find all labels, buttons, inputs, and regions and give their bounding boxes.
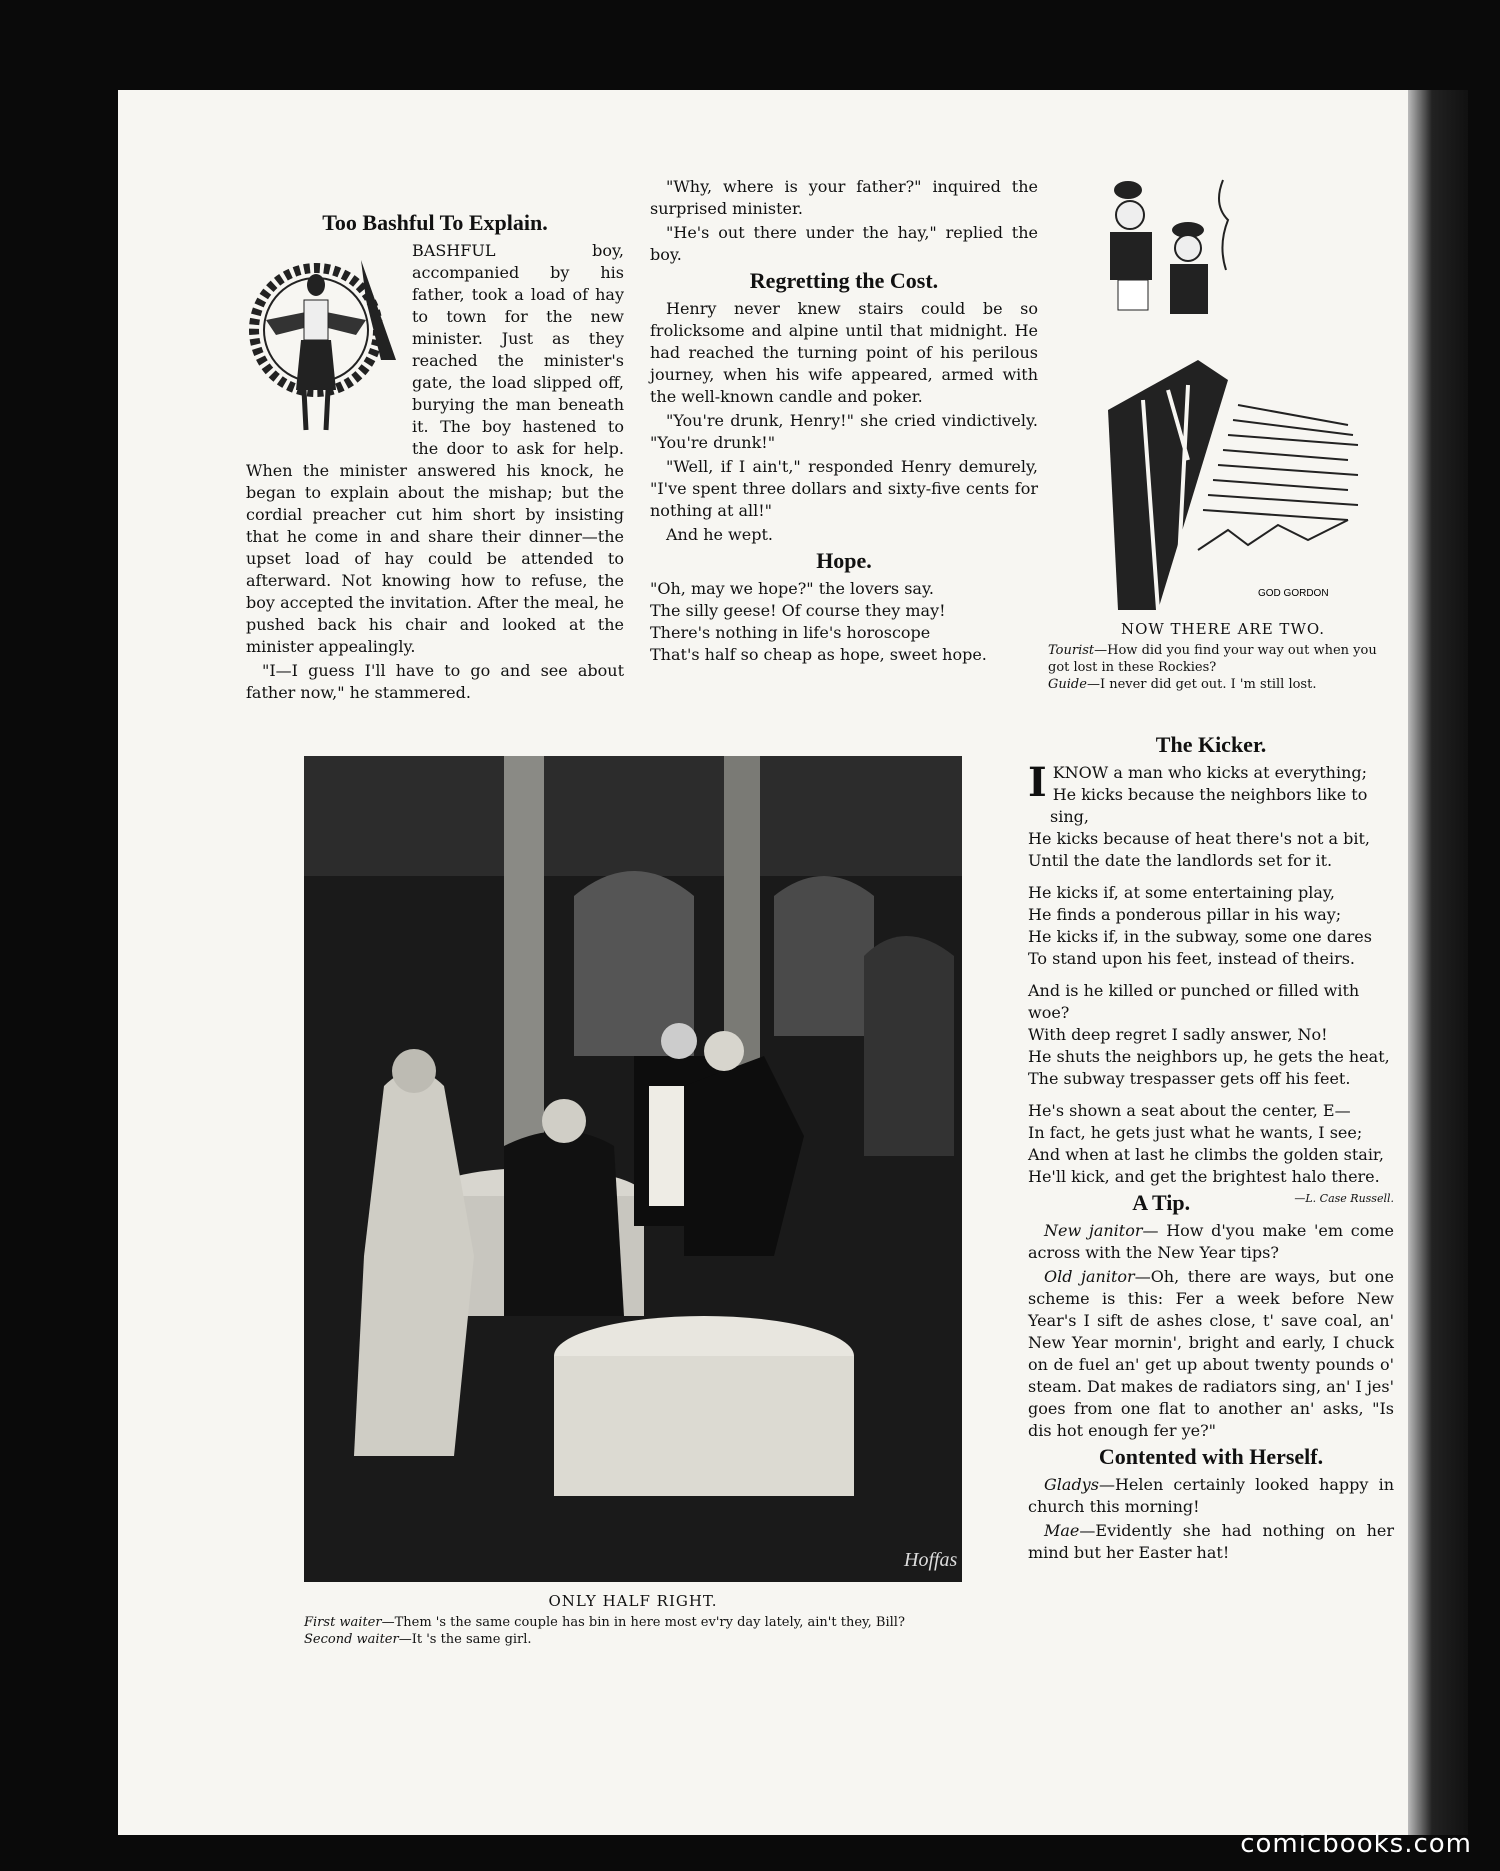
site-watermark: comicbooks.com (1240, 1829, 1472, 1859)
poem-line: He kicks if, in the subway, some one dares (1028, 927, 1372, 946)
column-left (246, 208, 624, 706)
poem-line: He kicks because of heat there's not a bit, (1028, 829, 1370, 848)
speaker-label: Old janitor (1044, 1267, 1135, 1286)
dialog-line: —I never did get out. I 'm still lost. (1086, 677, 1317, 692)
poem-line: He's shown a seat about the center, E— (1028, 1101, 1351, 1120)
poem-line: To stand upon his feet, instead of theirs. (1028, 949, 1356, 968)
stanza-gap (1028, 970, 1394, 980)
poem-line: The silly geese! Of course they may! (650, 601, 946, 620)
speaker-label: Second waiter (304, 1632, 399, 1647)
poem-title: The Kicker. (1155, 732, 1267, 757)
poem-line: The subway trespasser gets off his feet. (1028, 1069, 1351, 1088)
cartoon-panel (1048, 160, 1398, 693)
poem-author: —L. Case Russell. (1294, 1192, 1394, 1205)
stanza-gap (1028, 872, 1394, 882)
article-title: Contented with Herself. (1098, 1444, 1324, 1469)
poem-title: Hope. (816, 548, 872, 573)
poem-line: He kicks because the neighbors like to sing, (1050, 785, 1368, 826)
poem-line: Until the date the landlords set for it. (1028, 851, 1333, 870)
speaker-label: First waiter (304, 1615, 382, 1630)
ornamental-initial-a-illustration (246, 240, 406, 440)
illustrator-signature: Hoffas (904, 1549, 958, 1571)
poem-line: That's half so cheap as hope, sweet hope. (650, 645, 987, 664)
dialog-paragraph (1028, 1474, 1394, 1518)
dialog-line: —Evidently she had nothing on her mind but her Easter hat! (1028, 1521, 1394, 1562)
article-body: Henry never knew stairs could be so frolicksome and alpine until that midnight. He had reached the turning point of his perilous journey, when his wife appeared, armed with the well-known candle and poker. (650, 299, 1038, 406)
magazine-page (118, 90, 1468, 1835)
dialog-paragraph (1028, 1266, 1394, 1442)
article-body: BASHFUL boy, accompanied by his father, took a load of hay to town for the new minister. Just as they reached the minister's gate, the load slipped off, burying the man beneath it. The boy hastened to the door to ask for help. When the minister answered his knock, he began to explain about the mishap; but the cordial preacher cut him short by insisting that he come in and share their dinner—the upset load of hay could be attended to afterward. Not knowing how to refuse, the boy accepted the invitation. After the meal, he pushed back his chair and looked at the minister appealingly. (246, 241, 624, 656)
speaker-label: New janitor (1044, 1221, 1143, 1240)
dialog-line: —How did you find your way out when you got lost in these Rockies? (1048, 643, 1377, 675)
dialog-line: —Them 's the same couple has bin in here most ev'ry day lately, ain't they, Bill? (381, 1615, 905, 1630)
article-body: "Well, if I ain't," responded Henry demurely, "I've spent three dollars and sixty-five cents for nothing at all!" (650, 457, 1038, 520)
illustration-caption: ONLY HALF RIGHT. (548, 1592, 718, 1610)
dialog-paragraph (1028, 1220, 1394, 1264)
poem-line: There's nothing in life's horoscope (650, 623, 931, 642)
poem-line: He shuts the neighbors up, he gets the heat, (1028, 1047, 1390, 1066)
page-spine (1408, 90, 1468, 1835)
dialog-line: — How d'you make 'em come across with the New Year tips? (1028, 1221, 1394, 1262)
article-continued: "Why, where is your father?" inquired the surprised minister. (650, 177, 1038, 218)
cartoon-dialog (1048, 642, 1398, 693)
dialog-line: —It 's the same girl. (398, 1632, 532, 1647)
speaker-label: Gladys (1044, 1475, 1099, 1494)
dialog-paragraph (1028, 1520, 1394, 1564)
cartoon-signature: GOD GORDON (1258, 588, 1329, 599)
cliff-cartoon-illustration (1048, 160, 1398, 610)
speaker-label: Tourist (1048, 643, 1095, 658)
poem-line: He finds a ponderous pillar in his way; (1028, 905, 1342, 924)
speaker-label: Mae (1044, 1521, 1080, 1540)
illustration-dialog (304, 1614, 962, 1648)
column-right (1028, 730, 1394, 1566)
poem-line: In fact, he gets just what he wants, I see; (1028, 1123, 1363, 1142)
article-title: Regretting the Cost. (749, 268, 939, 293)
article-title: Too Bashful To Explain. (322, 210, 548, 235)
article-body-closing: "I—I guess I'll have to go and see about father now," he stammered. (246, 661, 624, 702)
poem-line: He'll kick, and get the brightest halo there. —L. Case Russell. (1028, 1166, 1394, 1188)
article-body: "You're drunk, Henry!" she cried vindictively. "You're drunk!" (650, 411, 1038, 452)
dialog-line: —Oh, there are ways, but one scheme is this: Fer a week before New Year's I sift de ashes close, t' save coal, an' New Year mornin', bright and early, I chuck on de fuel an' get up about twenty pounds o' steam. Dat makes de radiators sing, an' I jes' goes from one flat to another an' asks, "Is dis hot enough fer ye?" (1028, 1267, 1394, 1440)
poem-line: With deep regret I sadly answer, No! (1028, 1025, 1328, 1044)
dialog-line: —Helen certainly looked happy in church this morning! (1028, 1475, 1394, 1516)
drop-cap: I (1028, 759, 1047, 806)
speaker-label: Guide (1048, 677, 1087, 692)
column-middle (650, 176, 1038, 666)
poem-line: "Oh, may we hope?" the lovers say. (650, 579, 934, 598)
restaurant-illustration-panel (304, 756, 962, 1648)
stanza-gap (1028, 1090, 1394, 1100)
poem-line: And is he killed or punched or filled with woe? (1028, 981, 1360, 1022)
cartoon-caption: NOW THERE ARE TWO. (1120, 620, 1326, 638)
poem-line: He kicks if, at some entertaining play, (1028, 883, 1335, 902)
article-body: And he wept. (666, 525, 773, 544)
article-continued: "He's out there under the hay," replied the boy. (650, 223, 1038, 264)
poem-verse (650, 578, 1038, 666)
article-title: A Tip. (1132, 1190, 1191, 1215)
poem-line: I KNOW a man who kicks at everything; (1028, 759, 1368, 806)
poem-line: And when at last he climbs the golden stair, (1028, 1145, 1384, 1164)
restaurant-scene-illustration (304, 756, 962, 1582)
